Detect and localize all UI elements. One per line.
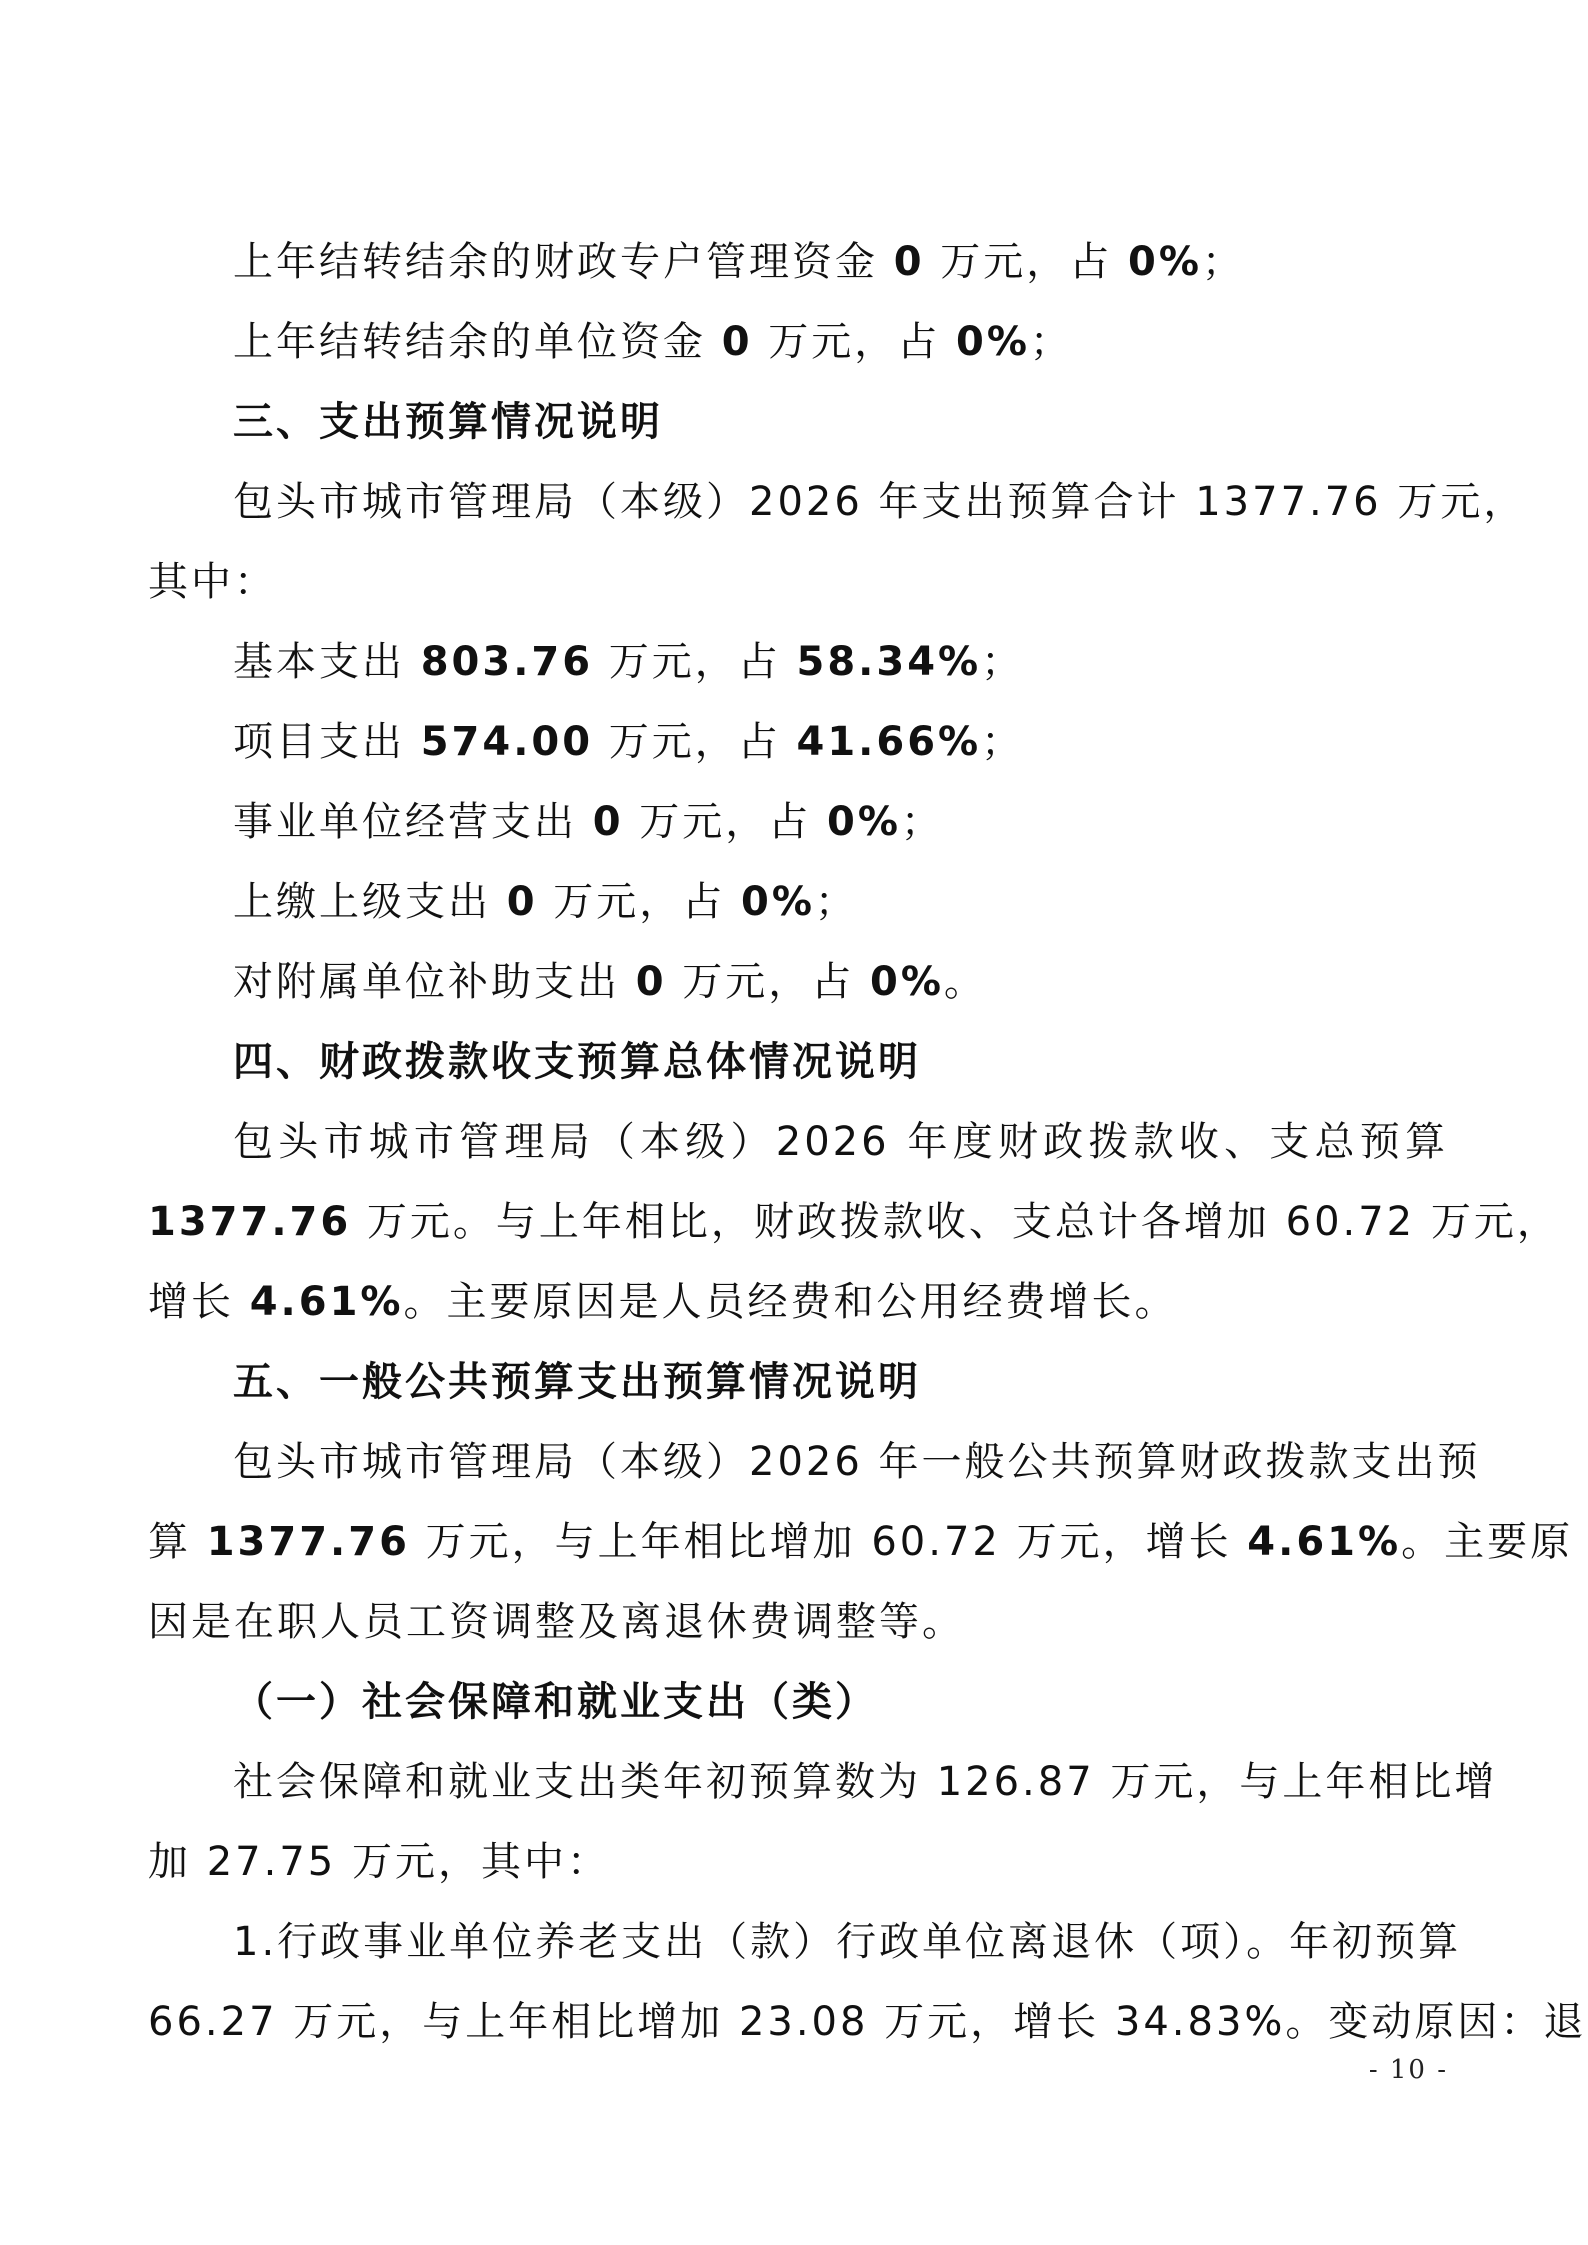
paragraph-text: 万元，占 [608, 719, 781, 765]
paragraph-text: 事业单位经营支出 [233, 799, 577, 845]
paragraph-text: 。主要原因是人员经费和公用经费增长。 [403, 1279, 1178, 1325]
paragraph-text: 万元，占 [553, 879, 726, 925]
paragraph-text: 。主要原 [1401, 1519, 1574, 1565]
punctuation: ； [1201, 239, 1245, 285]
paragraph-fiscal-allocation-line1: 包头市城市管理局（本级）2026 年度财政拨款收、支总预算 [233, 1119, 1448, 1165]
paragraph-text: 对附属单位补助支出 [233, 959, 620, 1005]
percent-value: 4.61% [1247, 1519, 1402, 1565]
percent-value: 0% [870, 959, 944, 1005]
amount-value: 1377.76 [148, 1199, 352, 1245]
amount-value: 0 [635, 959, 667, 1005]
punctuation: ； [814, 879, 858, 925]
paragraph-text: 项目支出 [233, 719, 405, 765]
percent-value: 4.61% [249, 1279, 404, 1325]
paragraph-text: 上年结转结余的单位资金 [233, 319, 706, 365]
amount-value: 0 [721, 319, 753, 365]
paragraph-text: 上缴上级支出 [233, 879, 491, 925]
percent-value: 0% [827, 799, 901, 845]
percent-value: 58.34% [796, 639, 982, 685]
section-heading-fiscal-allocation: 四、财政拨款收支预算总体情况说明 [233, 1039, 921, 1085]
punctuation: ； [900, 799, 944, 845]
paragraph-text: 万元，占 [682, 959, 855, 1005]
paragraph-social-security-line1: 社会保障和就业支出类年初预算数为 126.87 万元，与上年相比增 [233, 1759, 1498, 1805]
paragraph-upper-level-expenditure [148, 862, 1448, 942]
amount-value: 0 [592, 799, 624, 845]
amount-value: 803.76 [420, 639, 594, 685]
amount-value: 0 [893, 239, 925, 285]
paragraph-project-expenditure [148, 702, 1448, 782]
paragraph-basic-expenditure [148, 622, 1448, 702]
paragraph-carryover-unit-funds [148, 302, 1448, 382]
paragraph-fiscal-allocation-line2 [148, 1182, 1560, 1262]
paragraph-text: 上年结转结余的财政专户管理资金 [233, 239, 878, 285]
section-heading-expenditure: 三、支出预算情况说明 [233, 399, 663, 445]
percent-value: 41.66% [796, 719, 982, 765]
subsection-heading-social-security: （一）社会保障和就业支出（类） [233, 1679, 878, 1725]
percent-value: 0% [741, 879, 815, 925]
punctuation: ； [981, 639, 1025, 685]
paragraph-text: 算 [148, 1519, 191, 1565]
section-heading-general-public-budget: 五、一般公共预算支出预算情况说明 [233, 1359, 921, 1405]
document-body [148, 222, 1587, 2062]
paragraph-business-expenditure [148, 782, 1448, 862]
paragraph-text: 增长 [148, 1279, 234, 1325]
percent-value: 0% [1128, 239, 1202, 285]
percent-value: 0% [956, 319, 1030, 365]
paragraph-pension-line1: 1.行政事业单位养老支出（款）行政单位离退休（项）。年初预算 [233, 1919, 1462, 1965]
paragraph-social-security-line2: 加 27.75 万元，其中： [148, 1839, 610, 1885]
paragraph-fiscal-allocation-line3 [148, 1262, 1448, 1342]
paragraph-general-public-budget-line2 [148, 1502, 1574, 1582]
paragraph-text: 万元。与上年相比，财政拨款收、支总计各增加 60.72 万元， [366, 1199, 1560, 1245]
paragraph-carryover-special-account [148, 222, 1448, 302]
punctuation: ； [981, 719, 1025, 765]
amount-value: 0 [506, 879, 538, 925]
amount-value: 574.00 [420, 719, 594, 765]
paragraph-text: 万元，占 [768, 319, 941, 365]
paragraph-expenditure-total-line2: 其中： [148, 559, 277, 605]
paragraph-general-public-budget-line3: 因是在职人员工资调整及离退休费调整等。 [148, 1599, 965, 1645]
paragraph-text: 万元，占 [608, 639, 781, 685]
paragraph-text: 万元，占 [639, 799, 812, 845]
paragraph-general-public-budget-line1: 包头市城市管理局（本级）2026 年一般公共预算财政拨款支出预 [233, 1439, 1481, 1485]
paragraph-text: 基本支出 [233, 639, 405, 685]
amount-value: 1377.76 [206, 1519, 410, 1565]
paragraph-expenditure-total-line1: 包头市城市管理局（本级）2026 年支出预算合计 1377.76 万元， [233, 479, 1527, 525]
paragraph-text: 万元，占 [940, 239, 1113, 285]
paragraph-text: 万元，与上年相比增加 60.72 万元，增长 [425, 1519, 1232, 1565]
punctuation: 。 [943, 959, 987, 1005]
paragraph-subsidiary-expenditure [148, 942, 1448, 1022]
paragraph-pension-line2: 66.27 万元，与上年相比增加 23.08 万元，增长 34.83%。变动原因：退 [148, 1999, 1587, 2045]
punctuation: ； [1029, 319, 1073, 365]
page-number: - 10 - [1368, 2055, 1448, 2085]
